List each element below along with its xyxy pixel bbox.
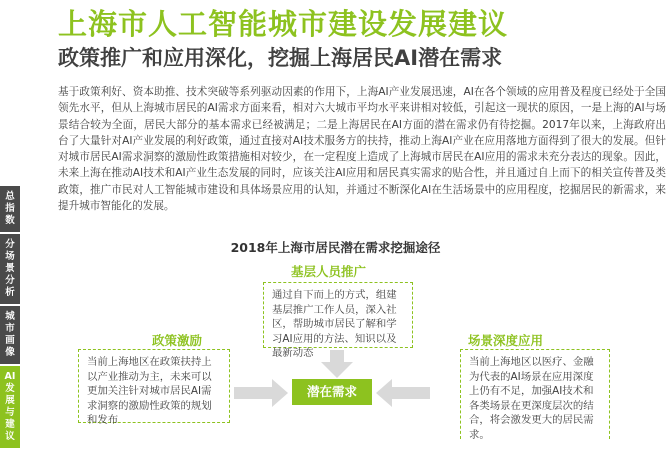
sidenav-char: 数 xyxy=(5,215,15,226)
top-node-box: 通过自下而上的方式，组建基层推广工作人员，深入社区，帮助城市居民了解和学习AI应用的方法、知识以及最新动态 xyxy=(263,282,413,348)
left-node-label: 政策激励 xyxy=(152,333,203,348)
sidenav-char: 城 xyxy=(5,311,15,322)
top-node-label: 基层人员推广 xyxy=(291,264,367,279)
side-navigation xyxy=(0,186,20,450)
body-paragraph: 基于政策利好、资本助推、技术突破等系列驱动因素的作用下，上海AI产业发展迅速，AI在各个领域的应用普及程度已经处于全国领先水平，但从上海城市居民的AI需求方面来看，相对六大城市平均水平来讲相对较低，引起这一现状的原因，一是上海的AI与场景结合较为全面，居民大部分的基本需求已经被满足；二是上海居民在AI方面的潜在需求仍有待挖掘。2017年以来，上海政府出台了大量针对AI产业发展的利好政策，通过直接对AI技术服务方的扶持，推动上海AI产业在应用落地方面得到了很大的发展。但针对城市居民AI需求洞察的激励性政策措施相对较少，在一定程度上造成了上海城市居民在AI应用的需求未充分表达的现象。因此，未来上海在推动AI技术和AI产业生态发展的同时，应该关注AI应用和居民真实需求的贴合性，并且通过自上而下的相关宣传普及类政策，推广市民对人工智能城市建设和具体场景应用的认知，并通过不断深化AI在生活场景中的应用程度，挖掘居民的新需求，来提升城市智能化的发展。 xyxy=(58,86,666,213)
sidenav-char: 市 xyxy=(5,323,15,334)
sidenav-char: 展 xyxy=(5,395,15,406)
sidenav-item-ai-suggestions[interactable] xyxy=(0,366,20,448)
sidenav-char: AI xyxy=(4,371,16,382)
page-title: 上海市人工智能城市建设发展建议 xyxy=(58,7,509,41)
right-arrow-icon xyxy=(234,379,288,407)
sidenav-char: 分 xyxy=(5,239,15,250)
right-node-label: 场景深度应用 xyxy=(468,333,544,348)
page-subtitle: 政策推广和应用深化，挖掘上海居民AI潜在需求 xyxy=(58,46,503,70)
diagram-title: 2018年上海市居民潜在需求挖掘途径 xyxy=(230,240,441,255)
left-arrow-icon xyxy=(376,379,430,407)
sidenav-char: 建 xyxy=(5,419,15,430)
center-node-latent-demand: 潜在需求 xyxy=(292,379,372,405)
sidenav-char: 议 xyxy=(5,431,15,442)
sidenav-char: 析 xyxy=(5,287,15,298)
body-text xyxy=(58,84,666,214)
sidenav-char: 与 xyxy=(5,407,15,418)
sidenav-char: 场 xyxy=(5,251,15,262)
down-arrow-icon xyxy=(320,350,354,378)
sidenav-char: 指 xyxy=(5,203,15,214)
sidenav-char: 总 xyxy=(5,191,15,202)
sidenav-char: 像 xyxy=(5,347,15,358)
sidenav-char: 发 xyxy=(5,383,15,394)
sidenav-char: 画 xyxy=(5,335,15,346)
sidenav-char: 分 xyxy=(5,275,15,286)
sidenav-item-city-portrait[interactable] xyxy=(0,306,20,364)
sidenav-item-total-index[interactable] xyxy=(0,186,20,232)
sidenav-char: 景 xyxy=(5,263,15,274)
left-node-box: 当前上海地区在政策扶持上以产业推动为主，未来可以更加关注针对城市居民AI需求洞察的激励性政策的规划和发布 xyxy=(78,349,230,423)
right-node-box: 当前上海地区以医疗、金融为代表的AI场景在应用深度上仍有不足，加强AI技术和各类场景在更深度层次的结合，将会激发更大的居民需求。 xyxy=(460,349,610,439)
